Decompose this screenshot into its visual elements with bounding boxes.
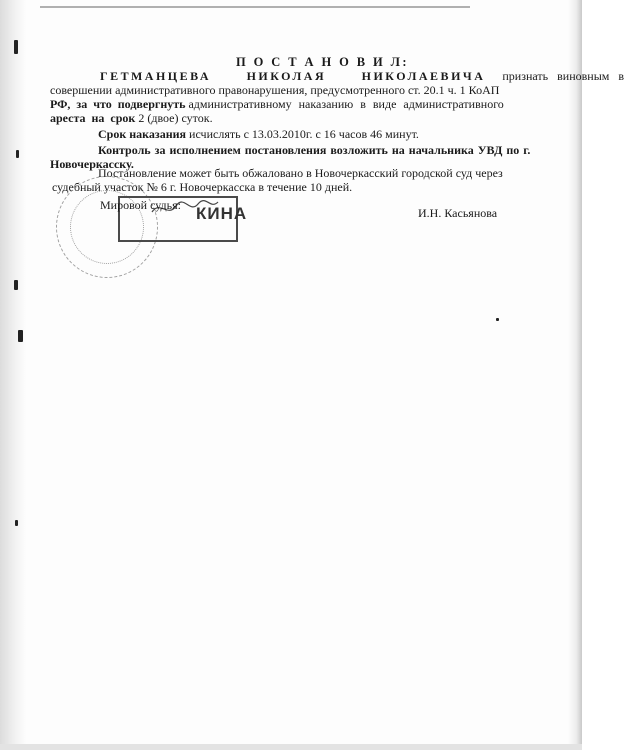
text-line-8: Постановление может быть обжаловано в Новочеркасский городской суд через	[98, 166, 503, 180]
text-line-3: РФ, за что подвергнуть административному наказанию в виде административного	[50, 97, 504, 111]
decision-heading: П О С Т А Н О В И Л:	[236, 55, 409, 69]
text-line-9: судебный участок № 6 г. Новочеркасска в течение 10 дней.	[52, 180, 353, 194]
defendant-name: ГЕТМАНЦЕВА НИКОЛАЯ НИКОЛАЕВИЧА	[100, 69, 486, 83]
text-line-2: совершении административного правонарушения, предусмотренного ст. 20.1 ч. 1 КоАП	[50, 83, 500, 97]
signature-label: Мировой судья:	[100, 198, 181, 212]
scan-noise	[14, 280, 18, 290]
scan-noise	[496, 318, 499, 321]
scan-noise	[15, 520, 18, 526]
judge-name: И.Н. Касьянова	[418, 206, 498, 220]
scan-border-left	[0, 0, 26, 750]
stamp-text: КИНА	[196, 204, 248, 223]
text-line-6: Контроль за исполнением постановления возложить на начальника УВД по г.	[98, 143, 531, 157]
text-line-1-rest: признать виновным в	[502, 69, 624, 83]
scan-border-top	[40, 6, 470, 8]
scan-border-bottom	[0, 744, 582, 750]
scan-noise	[18, 330, 23, 342]
scan-border-right	[568, 0, 582, 750]
text-line-1	[100, 69, 624, 83]
text-line-7: Новочеркасску.	[50, 157, 134, 171]
scan-noise	[14, 40, 18, 54]
text-line-5: Срок наказания исчислять с 13.03.2010г. с 16 часов 46 минут.	[98, 127, 419, 141]
text-line-4: ареста на срок 2 (двое) суток.	[50, 111, 213, 125]
scan-noise	[16, 150, 19, 158]
